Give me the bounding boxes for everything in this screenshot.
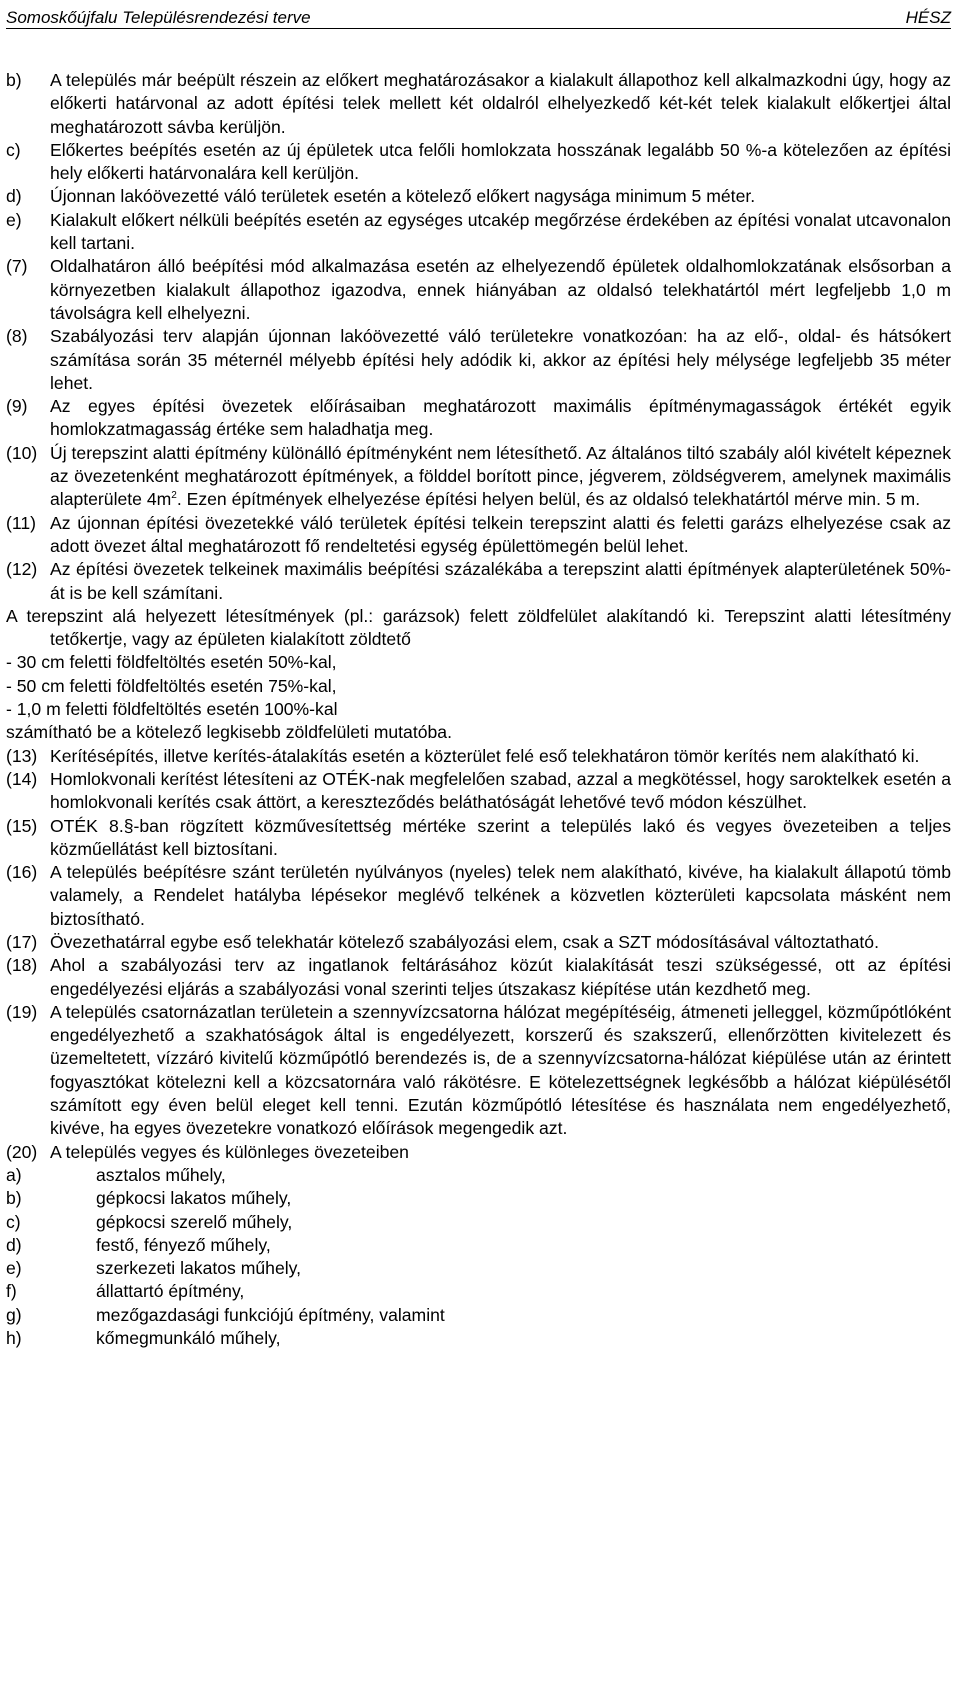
page-header: [6, 0, 951, 29]
paragraph: [6, 1304, 951, 1327]
paragraph-text: Kerítésépítés, illetve kerítés-átalakítás esetén a közterület felé eső telekhatáron tömör kerítés nem alakítható ki.: [50, 745, 920, 766]
paragraph-text: A település csatornázatlan területein a szennyvízcsatorna hálózat megépítéséig, átmeneti jelleggel, közműpótlóként engedélyezhető a szakhatóságok által is engedélyezett, korszerű és szakszerű, ellenőrzötten kivitelezett és üzemeltetett, vízzáró kivitelű közműpótló berendezés is, de a szennyvízcsatorna-hálózat kiépülése után az érintett fogyasztókat kötelezni kell a közcsatornára való rákötésre. E kötelezettségnek legkésőbb a hálózat kiépülésétől számított egy éven belül eleget kell tenni. Ezután közműpótló létesítése és használata nem engedélyezhető, kivéve, ha egyes övezetekre vonatkozó előírások megengedik azt.: [50, 1001, 951, 1139]
paragraph-text: Új terepszint alatti építmény különálló építményként nem létesíthető. Az általános tiltó szabály alól kivételt képeznek az övezetenként meghatározott építmények, a földdel borított pince, jégverem, zöldségverem, amelynek maximális alapterülete $4m^2$. Ezen építmények elhelyezése építési helyen belül, és az oldalsó telekhatártól mérve min. 5 m.: [50, 442, 951, 510]
header-doc-code: HÉSZ: [905, 8, 951, 27]
paragraph-text: mezőgazdasági funkciójú építmény, valamint: [96, 1304, 445, 1325]
paragraph-marker: (13): [6, 745, 38, 766]
paragraph: [6, 745, 951, 768]
terepszint-block: [6, 605, 951, 745]
paragraph-marker: d): [6, 1234, 22, 1255]
paragraph-marker: (10): [6, 442, 38, 463]
paragraph-text: Kialakult előkert nélküli beépítés esetén az egységes utcakép megőrzése érdekében az építési vonalat utcavonalon kell tartani.: [50, 209, 951, 254]
paragraph: [6, 954, 951, 1001]
paragraph-text: Szabályozási terv alapján újonnan lakóövezetté váló területekre vonatkozóan: ha az elő-, oldal- és hátsókert számítása során 35 méternél mélyebb építési hely adódik ki, akkor az építési hely mélysége legfeljebb 35 méter lehet.: [50, 326, 951, 393]
paragraph: [6, 69, 951, 139]
paragraph-group-2: [6, 512, 951, 605]
paragraph-text: Az újonnan építési övezetekké váló területek építési telkein terepszint alatti és feletti garázs elhelyezése csak az adott övezet által meghatározott fő rendeltetési egység épülettömegén belül lehet.: [50, 512, 951, 556]
paragraph-marker: (9): [6, 396, 28, 417]
paragraph: [6, 1211, 951, 1234]
paragraph: [6, 1257, 951, 1280]
paragraph: [6, 861, 951, 931]
terepszint-line: - 1,0 m feletti földfeltöltés esetén 100%-kal: [6, 699, 338, 720]
paragraph: [6, 325, 951, 395]
paragraph-text: szerkezeti lakatos műhely,: [96, 1258, 302, 1279]
paragraph: [6, 255, 951, 325]
paragraph-marker: e): [6, 209, 22, 230]
paragraph-marker: (11): [6, 512, 36, 533]
paragraph-marker: (8): [6, 326, 28, 347]
paragraph-text: Előkertes beépítés esetén az új épületek utca felőli homlokzata hosszának legalább 50 %-a kötelezően az építési hely előkerti határvonalára kell kerüljön.: [50, 139, 951, 184]
paragraph: [6, 139, 951, 186]
paragraph-marker: (19): [6, 1001, 38, 1022]
paragraph-text: A település már beépült részein az előkert meghatározásakor a kialakult állapothoz kell alkalmazkodni úgy, hogy az előkerti határvonal az adott építési telek mellett két oldalról elhelyezkedő két-két telek kialakult előkertjei által meghatározott sávba kerüljön.: [50, 70, 951, 137]
paragraph-marker: c): [6, 139, 21, 160]
building-type-list: [6, 1164, 951, 1350]
terepszint-intro: A terepszint alá helyezett létesítmények (pl.: garázsok) felett zöldfelület alakítandó ki. Terepszint alatti létesítmény tetőkertje, vagy az épületen kialakított zöldtető: [6, 605, 951, 650]
paragraph: [6, 768, 951, 815]
paragraph-marker: (15): [6, 815, 38, 836]
superscript: 2: [171, 490, 177, 502]
paragraph-text: Az egyes építési övezetek előírásaiban meghatározott maximális építménymagasságok értékét egyik homlokzatmagasság értéke sem haladhatja meg.: [50, 396, 951, 440]
paragraph-marker: b): [6, 70, 22, 90]
paragraph-group-3: [6, 745, 951, 1164]
terepszint-outro: számítható be a kötelező legkisebb zöldfelületi mutatóba.: [6, 722, 452, 743]
paragraph-marker: (16): [6, 862, 38, 883]
paragraph-marker: (20): [6, 1141, 38, 1162]
paragraph-marker: a): [6, 1164, 22, 1185]
paragraph-marker: (18): [6, 955, 38, 976]
paragraph-text: festő, fényező műhely,: [96, 1234, 271, 1255]
paragraph-text: Oldalhatáron álló beépítési mód alkalmazása esetén az elhelyezendő épületek oldalhomlokzatának elsősorban a környezetben kialakult állapothoz igazodva, ennek hiányában az oldalsó telekhatártól mért legfeljebb 1,0 m távolságra kell elhelyezni.: [50, 256, 951, 323]
paragraph-marker: (14): [6, 768, 38, 789]
paragraph-marker: b): [6, 1188, 22, 1209]
paragraph-marker: h): [6, 1328, 22, 1349]
paragraph-10: [6, 442, 951, 512]
paragraph: [6, 1280, 951, 1303]
paragraph: [6, 815, 951, 862]
paragraph: [6, 1164, 951, 1187]
paragraph-marker: (17): [6, 931, 38, 952]
document-body: [6, 69, 951, 1350]
paragraph-group-1: [6, 69, 951, 442]
paragraph-marker: c): [6, 1211, 21, 1232]
paragraph-text: állattartó építmény,: [96, 1281, 245, 1302]
paragraph: [6, 931, 951, 954]
paragraph-text: kőmegmunkáló műhely,: [96, 1328, 281, 1349]
paragraph-text: Újonnan lakóövezetté váló területek esetén a kötelező előkert nagysága minimum 5 méter.: [50, 186, 756, 207]
paragraph-text: Homlokvonali kerítést létesíteni az OTÉK-nak megfelelően szabad, azzal a megkötéssel, hogy saroktelkek esetén a homlokvonali kerítés csak áttört, a kereszteződés beláthatóságát lehetővé tevő módon készülhet.: [50, 768, 951, 813]
paragraph: [6, 1327, 951, 1350]
paragraph: [6, 512, 951, 559]
paragraph-text: A település beépítésre szánt területén nyúlványos (nyeles) telek nem alakítható, kivéve, ha kialakult állapotú tömb valamely, a Rendelet hatályba lépésekor meglévő telkének a közvetlen közterületi kapcsolata másként nem biztosítható.: [50, 862, 951, 929]
paragraph-text: OTÉK 8.§-ban rögzített közművesítettség mértéke szerint a település lakó és vegyes övezeteiben a teljes közműellátást kell biztosítani.: [50, 815, 951, 859]
paragraph: [6, 1234, 951, 1257]
terepszint-line: - 30 cm feletti földfeltöltés esetén 50%-kal,: [6, 652, 337, 673]
paragraph-marker: (12): [6, 559, 38, 580]
paragraph: [6, 1141, 951, 1164]
paragraph: [6, 185, 951, 208]
terepszint-line: - 50 cm feletti földfeltöltés esetén 75%-kal,: [6, 675, 337, 696]
paragraph: [6, 1187, 951, 1210]
paragraph-marker: g): [6, 1304, 22, 1325]
paragraph-marker: d): [6, 186, 22, 207]
paragraph-text: Az építési övezetek telkeinek maximális beépítési százalékába a terepszint alatti építmények alapterületének 50%-át is be kell számítani.: [50, 559, 951, 603]
paragraph: [6, 395, 951, 442]
paragraph-marker: e): [6, 1258, 22, 1279]
paragraph-text: A település vegyes és különleges övezeteiben: [50, 1141, 409, 1162]
paragraph-text: Ahol a szabályozási terv az ingatlanok feltárásához közút kialakítását teszi szükségessé, ott az építési engedélyezési eljárás a szabályozási vonal szerinti teljes útszakasz kiépítése után kezdhető meg.: [50, 955, 951, 999]
paragraph: [6, 558, 951, 605]
header-title: Somoskőújfalu Településrendezési terve: [6, 8, 311, 27]
paragraph: [6, 1001, 951, 1141]
paragraph-text: asztalos műhely,: [96, 1164, 226, 1185]
paragraph-marker: (7): [6, 256, 28, 277]
paragraph-text: gépkocsi lakatos műhely,: [96, 1188, 292, 1209]
paragraph-marker: f): [6, 1281, 17, 1302]
paragraph-text: Övezethatárral egybe eső telekhatár kötelező szabályozási elem, csak a SZT módosításával változtatható.: [50, 931, 879, 952]
paragraph-text: gépkocsi szerelő műhely,: [96, 1211, 293, 1232]
paragraph: [6, 209, 951, 256]
